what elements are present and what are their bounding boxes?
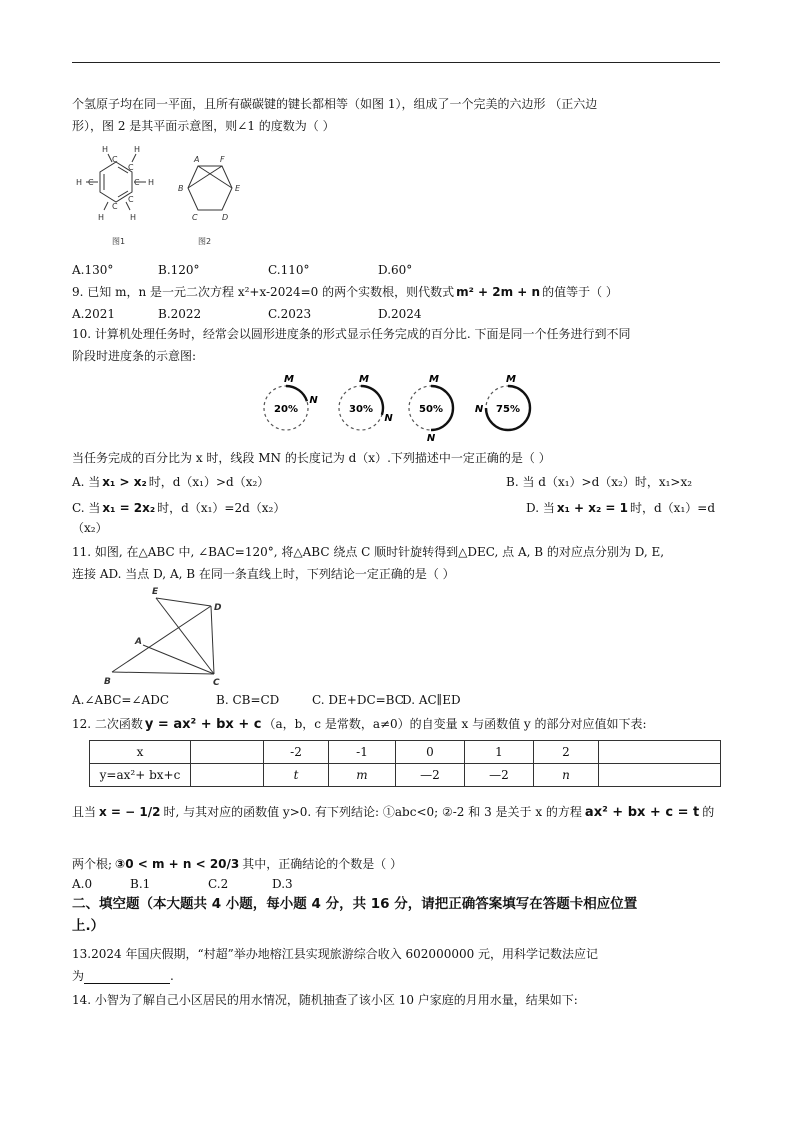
q12-option-a: A.0 [72,877,93,891]
q9-option-b: B.2022 [158,307,202,321]
label-A: A [135,637,142,647]
svg-text:C: C [88,178,94,187]
label-D: D [214,603,222,613]
benzene-atoms [76,145,154,222]
svg-text:C: C [134,178,140,187]
table-cell: -2 [264,741,329,764]
svg-text:C: C [128,163,134,172]
table-row [90,764,721,787]
label-C: C [213,678,220,688]
q11-line1: 11. 如图, 在△ABC 中, ∠BAC=120°, 将△ABC 绕点 C 顺时针旋转得到△DEC, 点 A, B 的对应点分别为 D, E, [72,545,665,559]
svg-text:H: H [76,178,83,187]
q9-expression: m² + 2m + n [456,285,541,299]
q11-option-d: D. AC∥ED [402,693,461,707]
table-cell: m [329,764,396,787]
point-m-label: M [506,374,516,385]
label-B: B [104,677,111,687]
answer-blank[interactable] [84,971,170,984]
q9-text-a: 9. 已知 m，n 是一元二次方程 x²+x-2024=0 的两个实数根，则代数式 [72,285,455,299]
label-E: E [235,184,241,193]
table-cell: y=ax²+ bx+c [90,764,191,787]
q10-option-b: B. 当 d（x₁）>d（x₂）时，x₁>x₂ [506,475,693,489]
q12-stem: 12. 二次函数 y = ax² + bx + c （a，b，c 是常数，a≠0）的自变量 x 与函数值 y 的部分对应值如下表: [72,717,647,732]
progress-label: 20% [274,404,298,415]
figure-2-caption: 图2 [198,237,212,246]
point-n-label: N [474,404,484,415]
q13-line2: 为 . [72,969,174,983]
svg-text:H: H [130,213,137,222]
label-F: F [220,155,225,164]
q12-option-b: B.1 [130,877,151,891]
point-n-label: N [309,395,318,407]
q10-option-d-expr: x₁ + x₂ = 1 [556,501,628,515]
svg-text:C: C [128,195,134,204]
point-m-label: M [359,374,369,385]
point-n-label: N [384,412,393,424]
q10-line3: 当任务完成的百分比为 x 时，线段 MN 的长度记为 d（x）.下列描述中一定正确的是（ ） [72,451,551,465]
svg-text:H: H [102,145,109,154]
progress-arc [286,386,307,401]
svg-text:H: H [134,145,141,154]
table-cell [599,764,721,787]
table-cell: 0 [396,741,465,764]
label-C: C [192,213,198,222]
svg-text:H: H [148,178,155,187]
table-cell: x [90,741,191,764]
progress-label: 75% [496,404,520,415]
progress-label: 30% [349,404,373,415]
benzene-figure-1 [74,140,164,252]
table-cell [599,741,721,764]
progress-circle [264,374,318,430]
header-rule [72,62,720,63]
q11-line2: 连接 AD. 当点 D, A, B 在同一条直线上时，下列结论一定正确的是（ ） [72,567,455,581]
q11-option-b: B. CB=CD [216,693,280,707]
table-cell: —2 [396,764,465,787]
section2-heading-line1: 二、填空题（本大题共 4 小题，每小题 4 分，共 16 分，请把正确答案填写在答题卡相应位置 [72,896,638,912]
table-cell: 2 [534,741,599,764]
q12-line3: 两个根; ③0 < m + n < 20/3 其中，正确结论的个数是（ ） [72,857,403,871]
q10-option-c: C. 当 x₁ = 2x₂ 时，d（x₁）=2d（x₂） [72,501,286,515]
table-cell: t [264,764,329,787]
q13-line1: 13.2024 年国庆假期，“村超”举办地榕江县实现旅游综合收入 602000000 元，用科学记数法应记 [72,947,599,961]
value-table [89,740,721,787]
point-m-label: M [429,374,439,385]
table-cell: —2 [465,764,534,787]
point-n-label: N [426,433,436,444]
svg-text:C: C [112,202,118,211]
q12-expression: y = ax² + bx + c [144,717,262,732]
progress-circles-figure [250,364,550,450]
q8-line2: 形），图 2 是其平面示意图，则∠1 的度数为（ ） [72,119,335,133]
q9-option-c: C.2023 [268,307,312,321]
q12-option-d: D.3 [272,877,293,891]
q10-option-d-cont: （x₂） [72,521,108,535]
table-cell [191,764,264,787]
q12-option-c: C.2 [208,877,229,891]
q10-option-d: D. 当 x₁ + x₂ = 1 时，d（x₁）=d [526,501,715,515]
label-A: A [194,155,200,164]
progress-circle [409,374,453,444]
q8-option-c: C.110° [268,263,310,277]
table-cell: 1 [465,741,534,764]
progress-circle [339,374,393,430]
q12-line2-expr2: ax² + bx + c = t [584,805,700,820]
q10-line2: 阶段时进度条的示意图: [72,349,197,363]
label-E: E [152,587,159,597]
q12-line2-expr: x = − 1/2 [99,805,161,819]
q12-line2: 且当 x = − 1/2 时, 与其对应的函数值 y>0. 有下列结论: ①abc<0; ②-2 和 3 是关于 x 的方程 ax² + bx + c = t 的 [72,805,715,820]
q9-stem [72,284,618,300]
point-m-label: M [284,374,294,385]
q8-line1: 个氢原子均在同一平面，且所有碳碳键的键长都相等（如图 1），组成了一个完美的六边形 （正六边 [72,97,598,111]
label-B: B [178,184,184,193]
figure-1-caption: 图1 [112,237,126,246]
hexagon-figure-2 [172,146,252,252]
table-cell: n [534,764,599,787]
q8-option-b: B.120° [158,263,200,277]
q11-option-a: A.∠ABC=∠ADC [72,693,170,707]
q9-option-d: D.2024 [378,307,422,321]
q10-option-c-expr: x₁ = 2x₂ [102,501,156,515]
progress-label: 50% [419,404,443,415]
progress-circle [475,374,530,430]
table-cell: -1 [329,741,396,764]
section2-heading-line2: 上.） [72,918,105,934]
q10-option-a-expr: x₁ > x₂ [102,475,147,489]
q10-line1: 10. 计算机处理任务时，经常会以圆形进度条的形式显示任务完成的百分比. 下面是同一个任务进行到不同 [72,327,631,341]
q8-option-a: A.130° [72,263,114,277]
svg-text:C: C [112,155,118,164]
label-D: D [222,213,229,222]
q10-option-a: A. 当 x₁ > x₂ 时，d（x₁）>d（x₂） [72,475,270,489]
table-cell [191,741,264,764]
q11-option-c: C. DE+DC=BC [312,693,404,707]
q9-option-a: A.2021 [72,307,116,321]
q12-line3-expr: ③0 < m + n < 20/3 [115,857,240,871]
rotation-triangle-figure [100,584,240,688]
q8-option-d: D.60° [378,263,413,277]
q9-text-b: 的值等于（ ） [542,285,618,299]
q14-line1: 14. 小智为了解自己小区居民的用水情况，随机抽查了该小区 10 户家庭的月用水量，结果如下: [72,993,578,1007]
table-row [90,741,721,764]
svg-text:H: H [98,213,105,222]
